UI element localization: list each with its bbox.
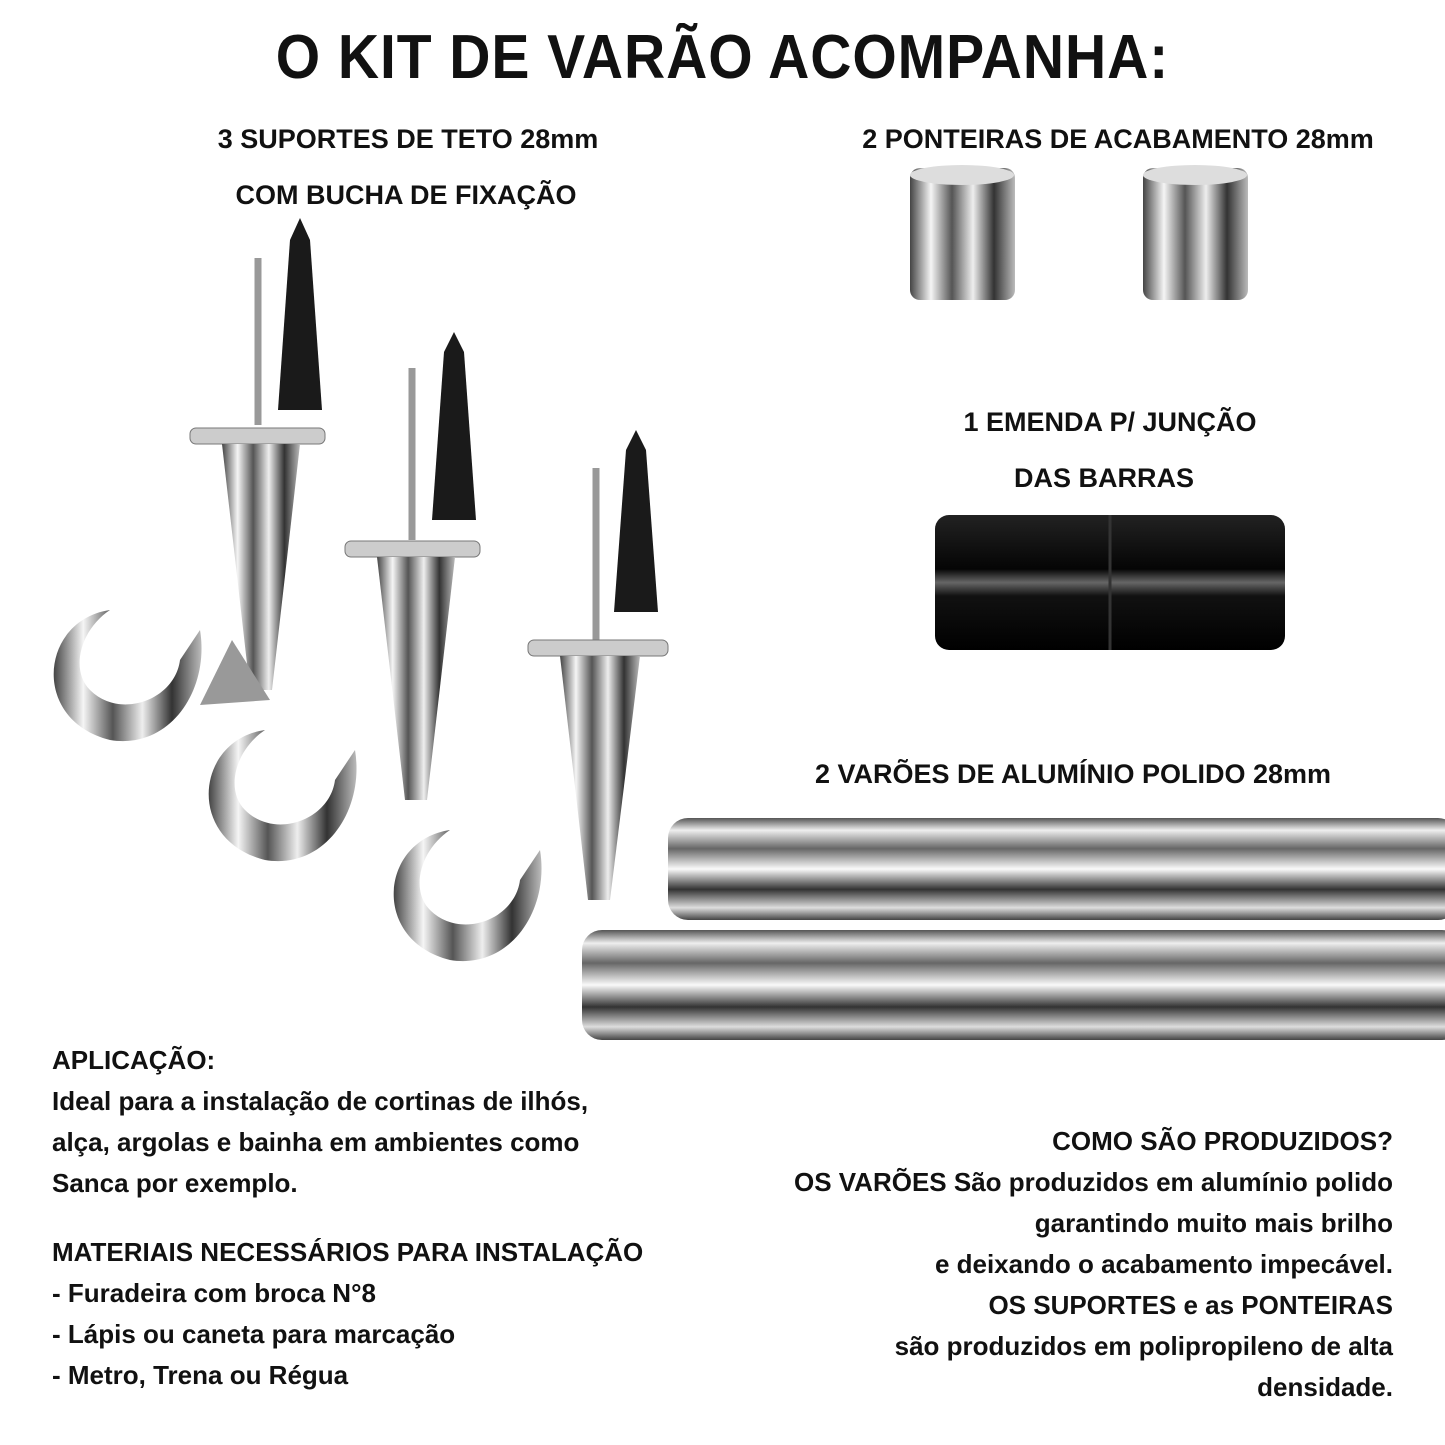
materials-item: - Furadeira com broca N°8 [52, 1278, 376, 1308]
rods-label: 2 VARÕES DE ALUMÍNIO POLIDO 28mm [814, 759, 1332, 789]
production-line: garantindo muito mais brilho [1034, 1208, 1393, 1238]
rod-2 [582, 930, 1445, 1040]
materials-item: - Metro, Trena ou Régua [52, 1360, 349, 1390]
application-section [52, 1040, 643, 1396]
connector [935, 515, 1285, 650]
connector-label-2: DAS BARRAS [1013, 463, 1195, 493]
production-line: e deixando o acabamento impecável. [934, 1249, 1393, 1279]
supports-label-2: COM BUCHA DE FIXAÇÃO [235, 180, 577, 210]
production-heading: COMO SÃO PRODUZIDOS? [1052, 1126, 1393, 1156]
page-title: O KIT DE VARÃO ACOMPANHA: [275, 23, 1170, 92]
application-line: alça, argolas e bainha em ambientes como [52, 1127, 580, 1157]
application-line: Ideal para a instalação de cortinas de ilhós, [52, 1086, 589, 1116]
endcaps-label: 2 PONTEIRAS DE ACABAMENTO 28mm [862, 124, 1374, 154]
connector-label-1: 1 EMENDA P/ JUNÇÃO [963, 407, 1257, 437]
application-line: Sanca por exemplo. [52, 1168, 298, 1198]
production-line: são produzidos em polipropileno de alta [894, 1331, 1393, 1361]
endcap-1 [910, 165, 1015, 300]
production-line: OS VARÕES São produzidos em alumínio polido [793, 1167, 1393, 1197]
application-heading: APLICAÇÃO: [52, 1045, 216, 1075]
production-line: densidade. [1257, 1372, 1393, 1402]
rod-1 [668, 818, 1445, 920]
production-section [794, 1121, 1393, 1408]
supports-label-1: 3 SUPORTES DE TETO 28mm [217, 124, 599, 154]
ceiling-bracket-1 [54, 218, 325, 741]
materials-heading: MATERIAIS NECESSÁRIOS PARA INSTALAÇÃO [52, 1237, 644, 1267]
endcap-2 [1143, 165, 1248, 300]
production-line: OS SUPORTES e as PONTEIRAS [988, 1290, 1393, 1320]
materials-item: - Lápis ou caneta para marcação [52, 1319, 456, 1349]
